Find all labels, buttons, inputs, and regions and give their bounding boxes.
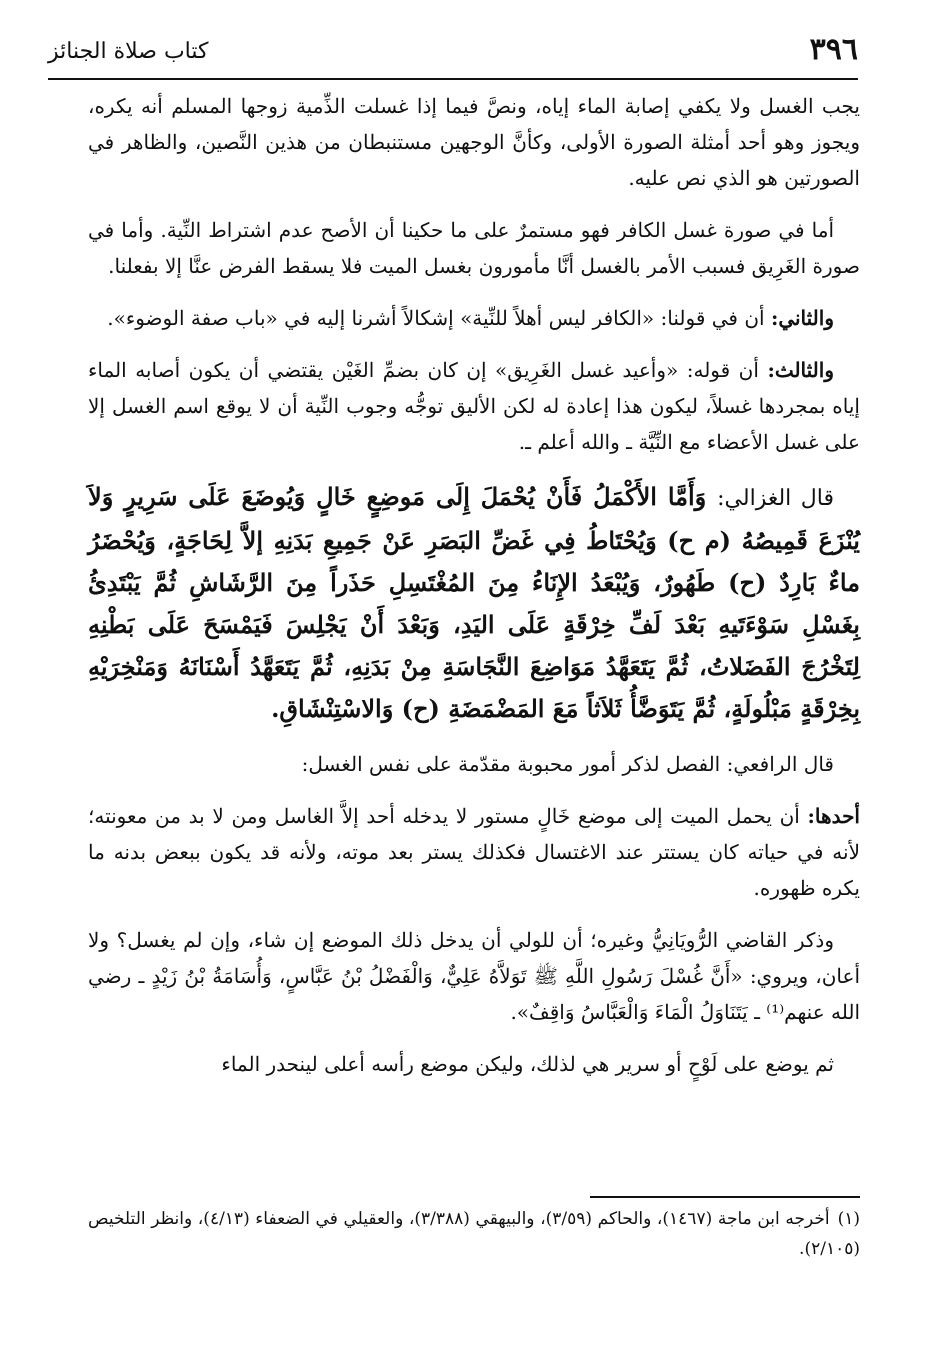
paragraph-8: ثم يوضع على لَوْحٍ أو سرير هي لذلك، وليكن موضع رأسه أعلى لينحدر الماء: [221, 1052, 834, 1076]
paragraph-5: قال الرافعي: الفصل لذكر أمور محبوبة مقدّمة على نفس الغسل:: [301, 752, 834, 776]
paragraph-3-lead: والثاني:: [770, 306, 834, 330]
ghazali-quote-lead: قال الغزالي:: [717, 486, 834, 511]
running-title: كتاب صلاة الجنائز: [48, 39, 209, 64]
page-header: [48, 30, 858, 80]
footnote-1-text: أخرجه ابن ماجة (١٤٦٧)، والحاكم (٣/٥٩)، والبيهقي (٣/٣٨٨)، والعقيلي في الضعفاء (٤/١٣)، وانظر التلخيص (٢/١٠٥).: [88, 1209, 860, 1259]
footnote-1: [88, 1204, 860, 1264]
footnotes: [88, 1204, 860, 1264]
paragraph-4-text: أن قوله: «وأعيد غسل الغَرِيق» إن كان بضمِّ الغَيْن يقتضي أن يكون أصابه الماء إياه بمجردها غسلاً، ليكون هذا إعادة له لكن الأليق توجُّه وجوب النِّية أن لا يوقع اسم الغسل إلا على غسل الأعضاء مع النِّيَّة ـ والله أعلم ـ.: [88, 358, 860, 454]
paragraph-6-text: أن يحمل الميت إلى موضع خَالٍ مستور لا يدخله أحد إلاَّ الغاسل ومن لا بد من معونته؛ لأنه في حياته كان يستتر عند الاغتسال فكذلك يستر بعد موته، ولأنه قد يكون ببعض بدنه ما يكره ظهوره.: [88, 804, 860, 900]
paragraph-6: [88, 798, 860, 906]
paragraph-4-lead: والثالث:: [767, 358, 834, 382]
paragraph-7: وذكر القاضي الرُّويَانِيُّ وغيره؛ أن للولي أن يدخل ذلك الموضع إن شاء، وإن لم يغسل؟ ولا أعان، ويروي: «أَنَّ غُسْلَ رَسُولِ اللَّهِ ﷺ تَوَلاَّهُ عَلِيٌّ، وَالْفَضْلُ بْنُ عَبَّاسٍ، وَأُسَامَةُ بْنُ زَيْدٍ ـ رضي الله عنهم⁽¹⁾ ـ يَتَنَاوَلُ الْمَاءَ وَالْعَبَّاسُ وَاقِفٌ».: [88, 928, 860, 1024]
paragraph-1: يجب الغسل ولا يكفي إصابة الماء إياه، ونصَّ فيما إذا غسلت الذِّمية زوجها المسلم أنه يكره، ويجوز وهو أحد أمثلة الصورة الأولى، وكأنَّ الوجهين مستنبطان من هذين النَّصين، والظاهر في الصورتين هو الذي نص عليه.: [88, 94, 860, 190]
page-number: ٣٩٦: [809, 32, 858, 67]
footnote-1-marker: (١): [837, 1209, 861, 1229]
paragraph-6-lead: أحدها:: [807, 804, 860, 828]
header-rule: [48, 78, 858, 80]
paragraph-3: [88, 300, 860, 336]
footnote-rule: [590, 1196, 860, 1198]
main-text: [88, 88, 860, 1098]
paragraph-4: [88, 352, 860, 460]
paragraph-2: أما في صورة غسل الكافر فهو مستمرٌ على ما حكينا أن الأصح عدم اشتراط النِّية. وأما في صورة الغَرِيق فسبب الأمر بالغسل أنَّا مأمورون بغسل الميت فلا يسقط الفرض عنَّا إلا بفعلنا.: [88, 218, 860, 278]
paragraph-3-text: أن في قولنا: «الكافر ليس أهلاً للنِّية» إشكالاً أشرنا إليه في «باب صفة الوضوء».: [107, 306, 765, 330]
ghazali-quote-text: وَأَمَّا الأَكْمَلُ فَأَنْ يُحْمَلَ إِلَى مَوضِعٍ خَالٍ وَيُوضَعَ عَلَى سَرِيرٍ وَلاَ يُنْزَعَ قَمِيصُهُ (م ح) وَيُحْتَاطُ فِي غَضِّ البَصَرِ عَنْ جَمِيعِ بَدَنِهِ إلاَّ لِحَاجَةٍ، وَيُحْضَرُ ماءٌ بَارِدٌ (ح) طَهُورٌ، وَيُبْعَدُ الإِنَاءُ مِنَ المُغْتَسِلِ حَذَراً مِنَ الرَّشَاشِ ثُمَّ يَبْتَدِئُ بِغَسْلِ سَوْءَتَيهِ بَعْدَ لَفِّ خِرْقَةٍ عَلَى اليَدِ، وَبَعْدَ أَنْ يَجْلِسَ فَيَمْسَحَ عَلَى بَطْنِهِ لِتَخْرُجَ الفَضَلاتُ، ثُمَّ يَتَعَهَّدُ مَوَاضِعَ النَّجَاسَةِ مِنْ بَدَنِهِ، ثُمَّ يَتَعَهَّدُ أَسْنَانَهُ وَمَنْخِرَيْهِ بِخِرْقَةٍ مَبْلُولَةٍ، ثُمَّ يَتَوَضَّأُ ثَلاَثاً مَعَ المَضْمَضَةِ (ح) وَالاسْتِنْشَاقِ.: [88, 482, 860, 723]
ghazali-quote: [88, 476, 860, 730]
